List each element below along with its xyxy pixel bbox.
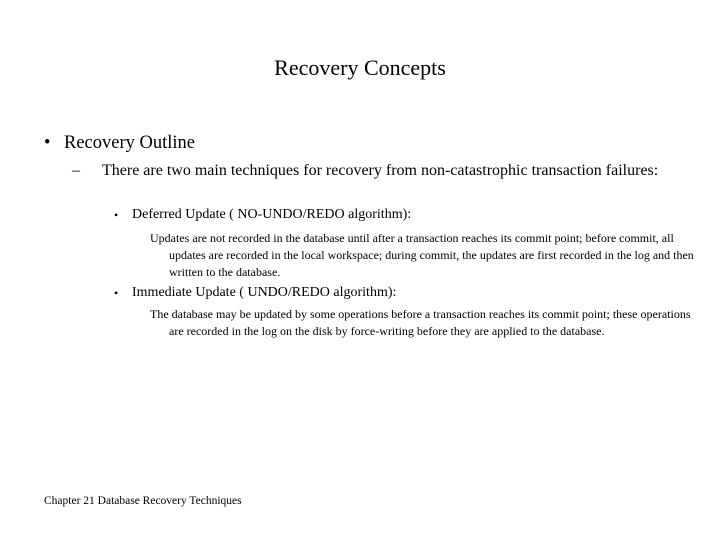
technique-description-deferred: Updates are not recorded in the database until after a transaction reaches its commit point; before commit, all updates are recorded in the local workspace; during commit, the updates are first recorded in the log and then written to the database. [150,231,694,279]
technique-heading-text: Deferred Update ( NO-UNDO/REDO algorithm): [132,207,412,222]
slide-title: Recovery Concepts [274,55,446,80]
slide-footer: Chapter 21 Database Recovery Techniques [44,495,242,507]
technique-description-immediate: The database may be updated by some operations before a transaction reaches its commit point; these operations are recorded in the log on the disk by force-writing before they are applied to the database. [150,307,691,338]
bullet-level1-text: Recovery Outline [64,133,195,153]
bullet-dot: • [114,286,119,300]
bullet-level2-text: There are two main techniques for recovery from non-catastrophic transaction failures: [102,162,659,179]
bullet-dot: • [114,208,119,222]
bullet-dash: – [72,162,80,179]
technique-heading-text: Immediate Update ( UNDO/REDO algorithm): [132,285,397,300]
bullet-dot: • [44,133,51,153]
